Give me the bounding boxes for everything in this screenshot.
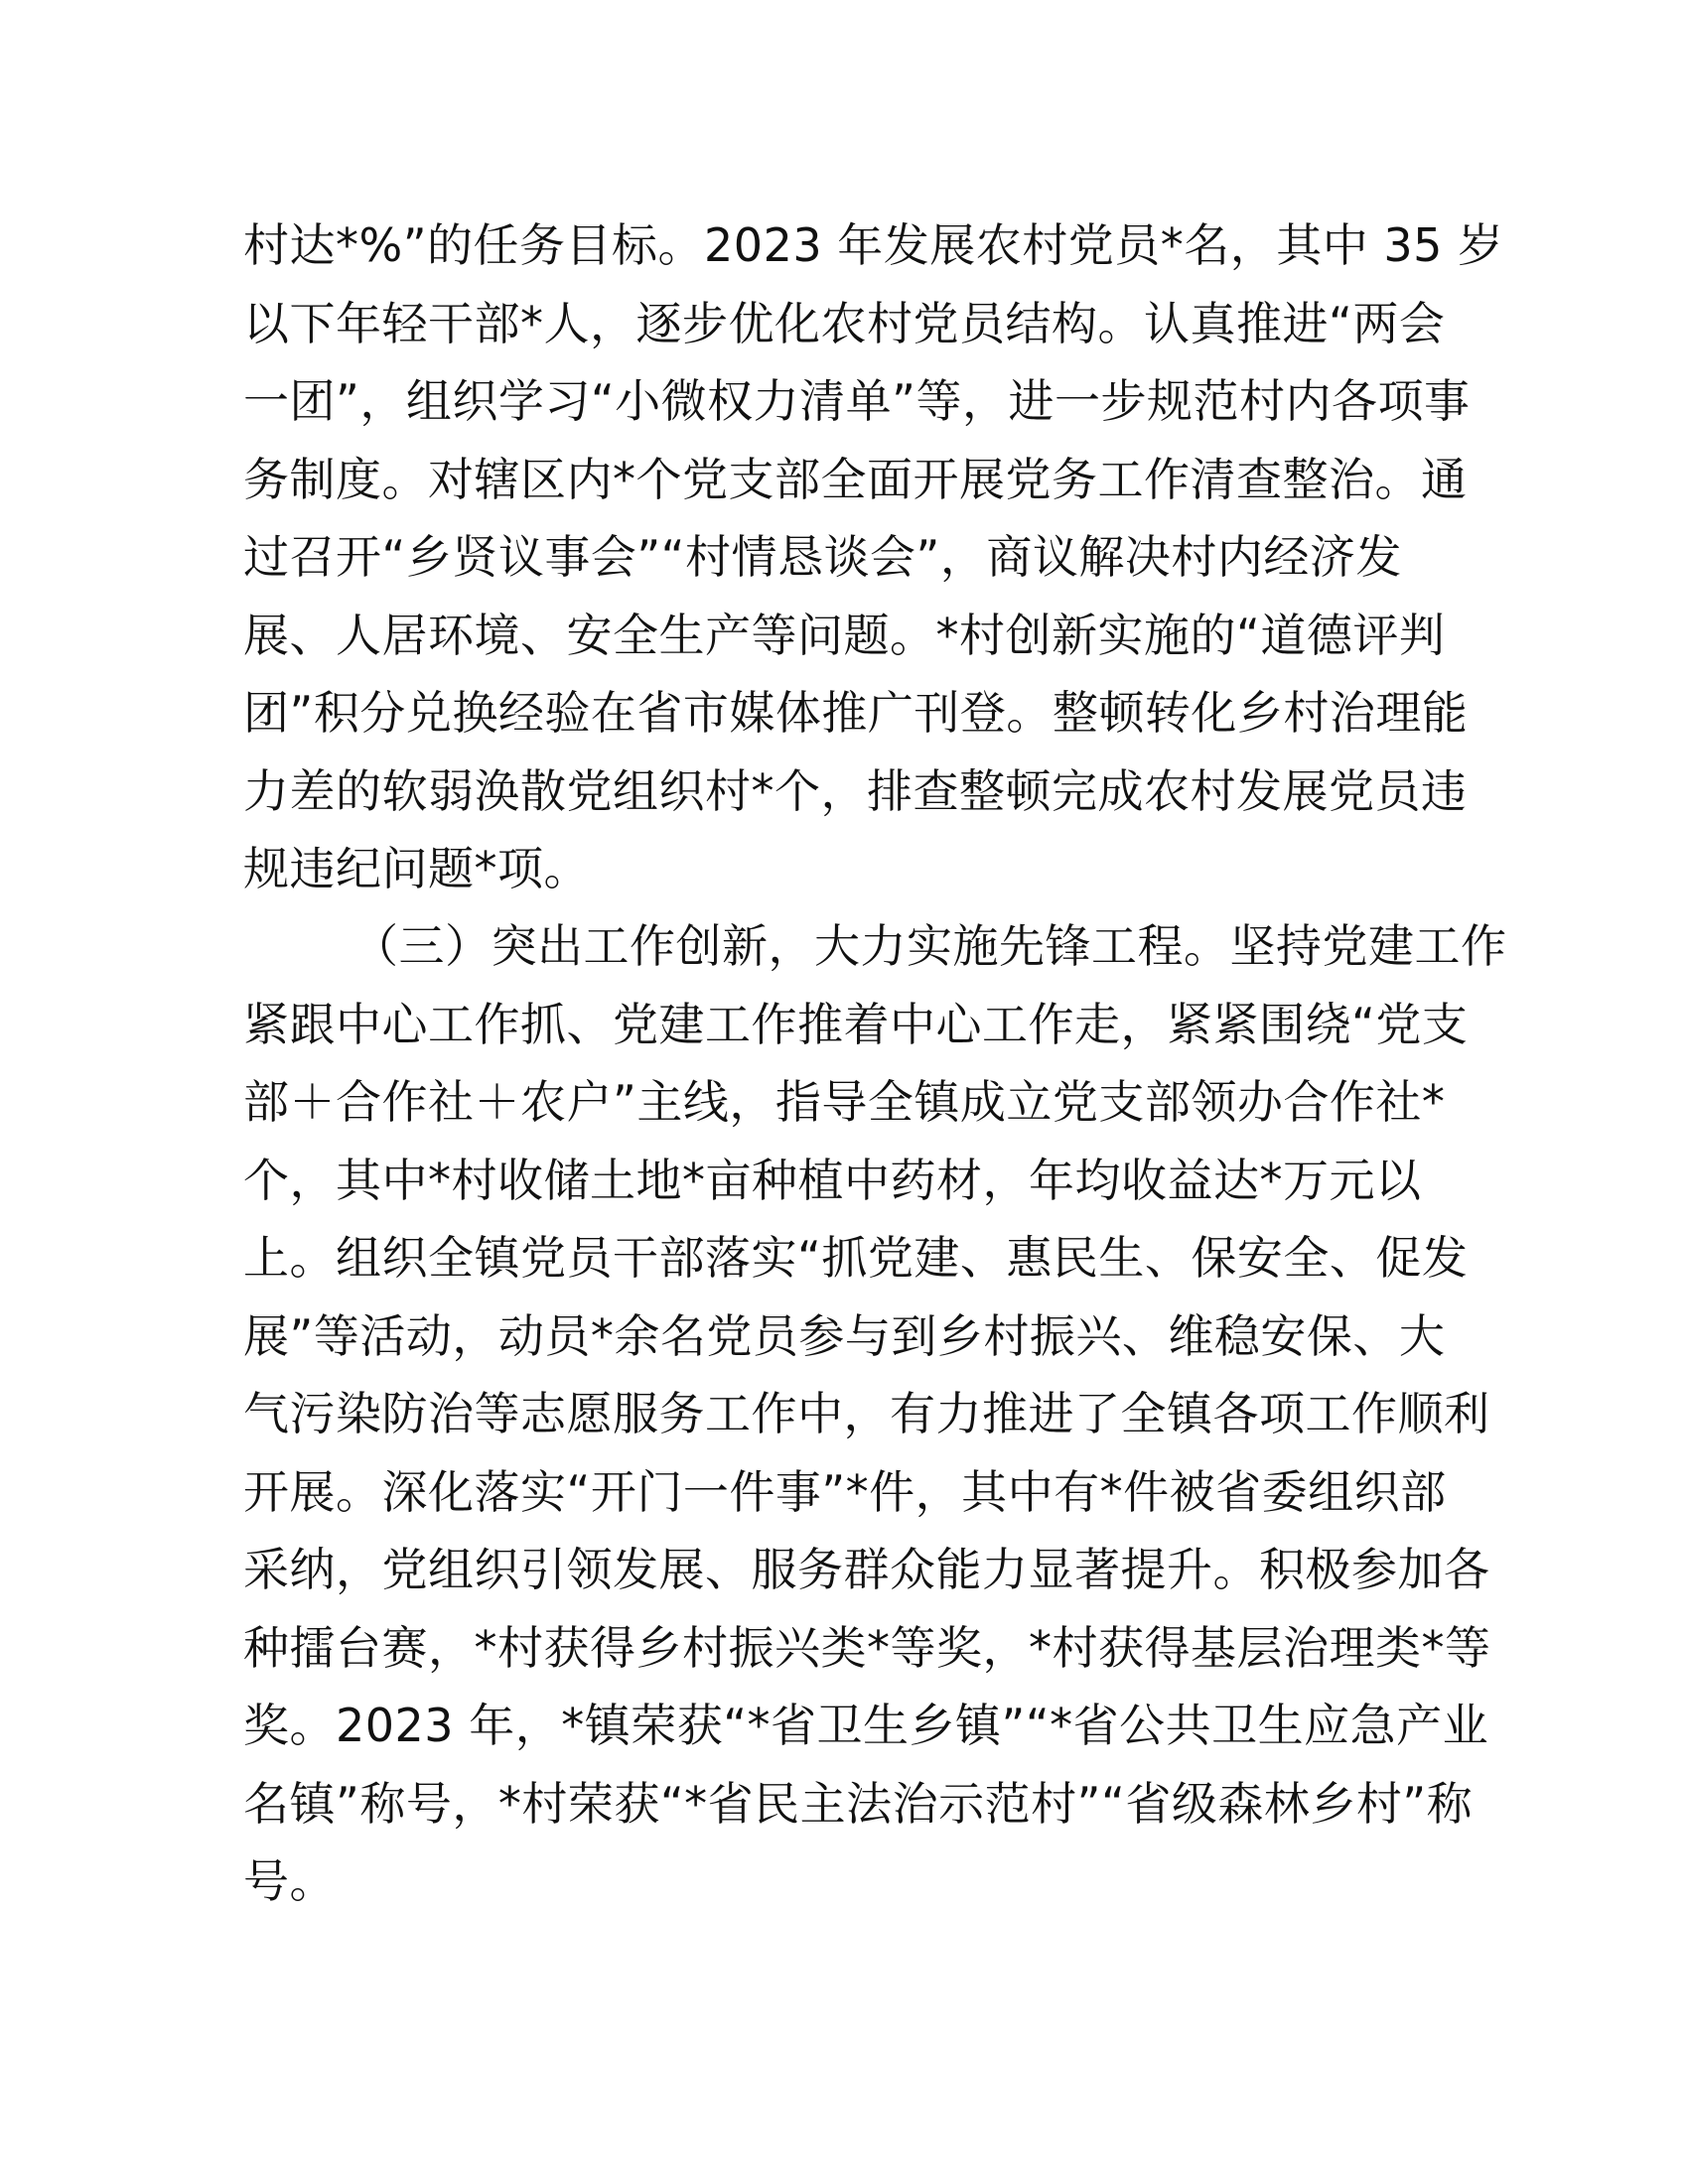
paragraph-line: 以下年轻干部*人，逐步优化农村党员结构。认真推进“两会 [243, 296, 1446, 350]
paragraph-line: 种擂台赛，*村获得乡村振兴类*等奖，*村获得基层治理类*等 [243, 1620, 1491, 1675]
paragraph-line: 团”积分兑换经验在省市媒体推广刊登。整顿转化乡村治理能 [243, 686, 1469, 740]
paragraph-line: 村达*%”的任务目标。2023 年发展农村党员*名，其中 35 岁 [243, 218, 1504, 272]
paragraph-line: 气污染防治等志愿服务工作中，有力推进了全镇各项工作顺利 [243, 1387, 1490, 1440]
paragraph-line: 个，其中*村收储土地*亩种植中药材，年均收益达*万元以 [243, 1153, 1422, 1207]
paragraph-line: 名镇”称号，*村荣获“*省民主法治示范村”“省级森林乡村”称 [243, 1776, 1474, 1831]
paragraph-line: 开展。深化落实“开门一件事”*件，其中有*件被省委组织部 [243, 1464, 1447, 1519]
paragraph-line: 一团”，组织学习“小微权力清单”等，进一步规范村内各项事 [243, 374, 1471, 428]
paragraph-line: 力差的软弱涣散党组织村*个，排查整顿完成农村发展党员违 [243, 763, 1468, 818]
paragraph-line: 务制度。对辖区内*个党支部全面开展党务工作清查整治。通 [243, 452, 1468, 506]
paragraph-2 [243, 907, 1507, 1921]
paragraph-line: 奖。2023 年，*镇荣获“*省卫生乡镇”“*省公共卫生应急产业 [243, 1699, 1489, 1752]
paragraph-1 [243, 206, 1504, 908]
paragraph-line: 部＋合作社＋农户”主线，指导全镇成立党支部领办合作社* [243, 1075, 1446, 1129]
paragraph-line: 规违纪问题*项。 [243, 842, 590, 895]
paragraph-line: 号。 [243, 1854, 336, 1908]
paragraph-line: 采纳，党组织引领发展、服务群众能力显著提升。积极参加各 [243, 1543, 1490, 1596]
paragraph-line: 过召开“乡贤议事会”“村情恳谈会”，商议解决村内经济发 [243, 530, 1402, 584]
paragraph-line: 展、人居环境、安全生产等问题。*村创新实施的“道德评判 [243, 608, 1446, 662]
paragraph-line: 上。组织全镇党员干部落实“抓党建、惠民生、保安全、促发 [243, 1231, 1469, 1285]
paragraph-line: 紧跟中心工作抓、党建工作推着中心工作走，紧紧围绕“党支 [243, 997, 1469, 1051]
paragraph-line: 展”等活动，动员*余名党员参与到乡村振兴、维稳安保、大 [243, 1308, 1446, 1363]
section-heading-line: （三）突出工作创新，大力实施先锋工程。坚持党建工作 [352, 919, 1507, 973]
